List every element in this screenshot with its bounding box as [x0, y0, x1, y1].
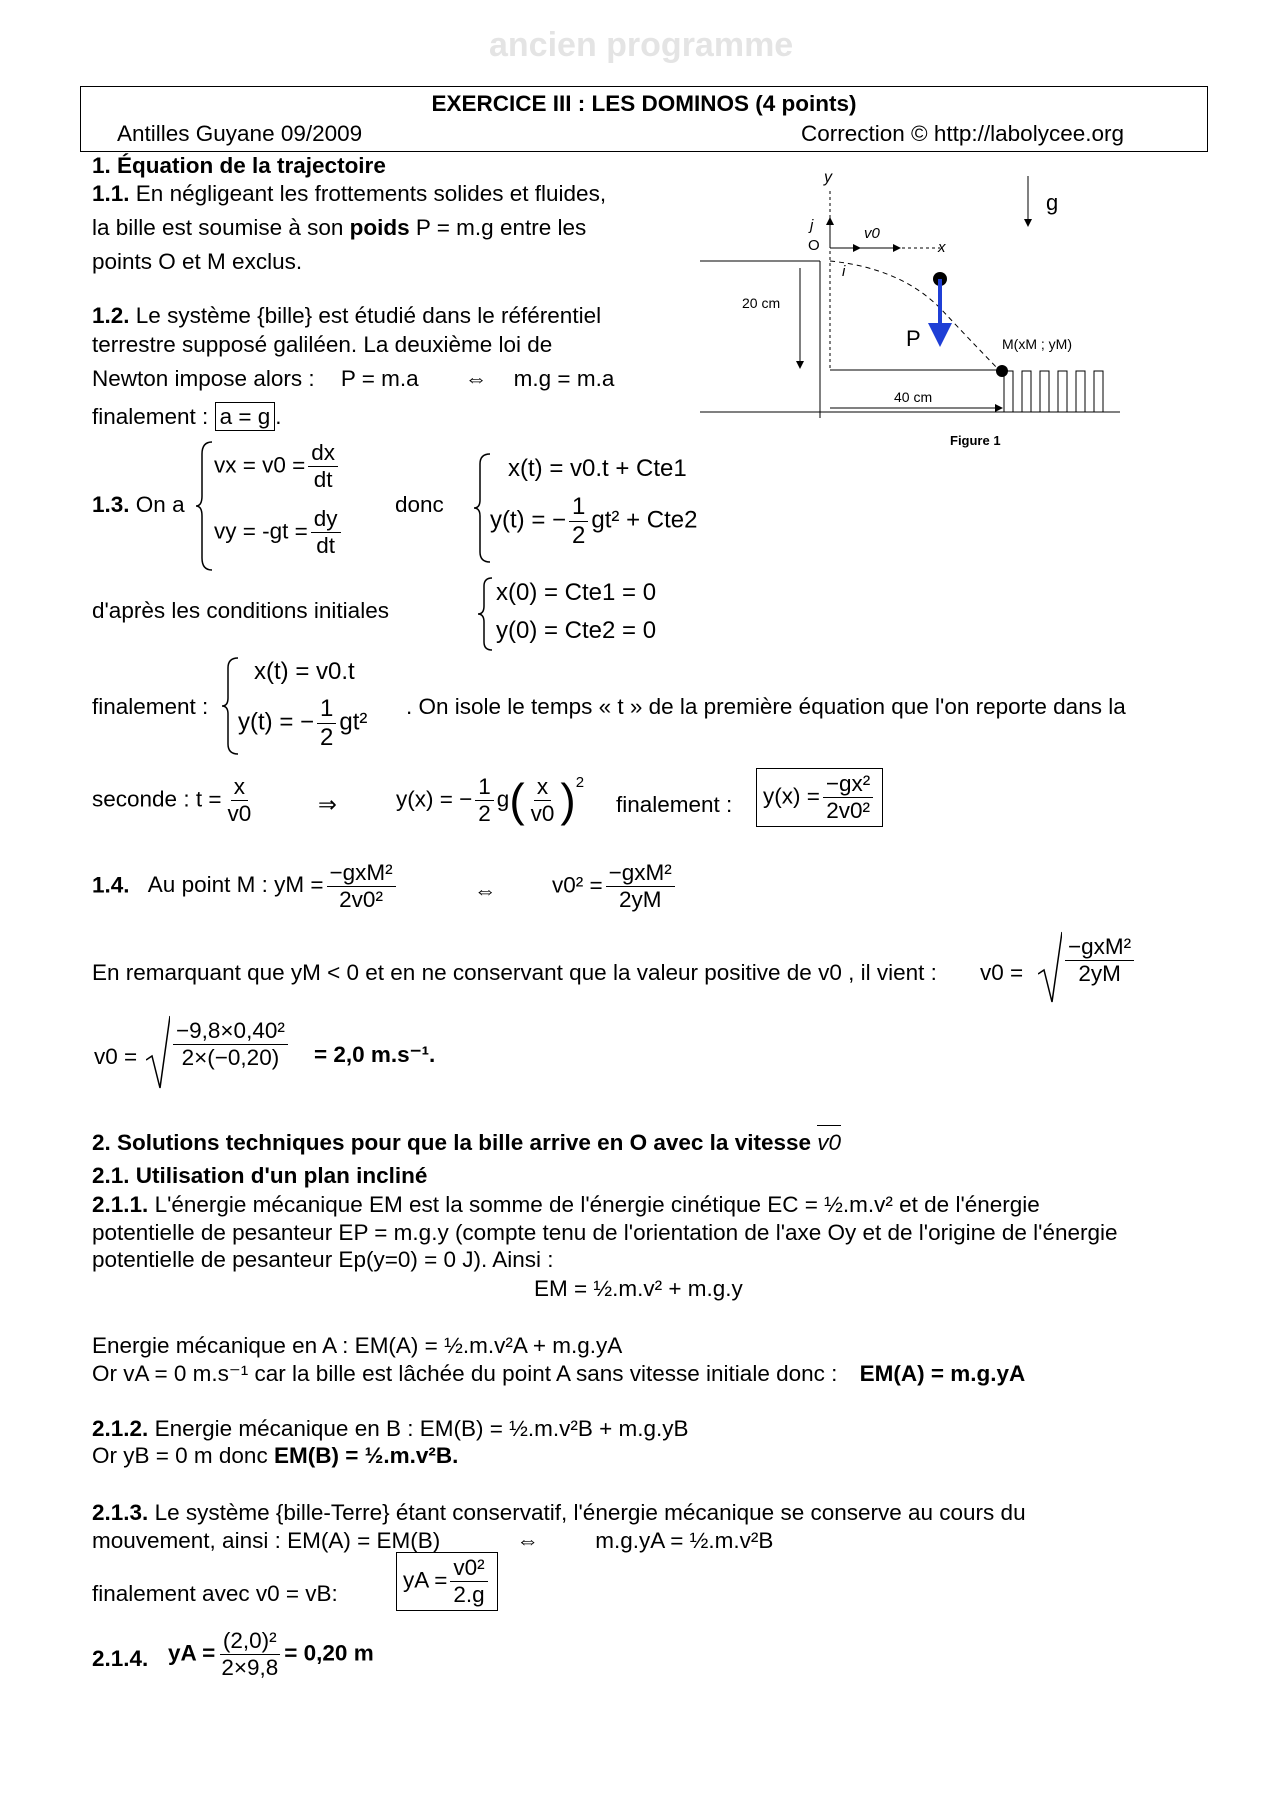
para-2-1-3-line1: 2.1.3. Le système {bille-Terre} étant conservatif, l'énergie mécanique se conserve au cours du	[92, 1500, 1026, 1525]
i-label: i	[842, 263, 846, 280]
em-b-line: 2.1.2. Energie mécanique en B : EM(B) = ½.m.v²B + m.g.yB	[92, 1416, 689, 1441]
para-2-1-1-line2: potentielle de pesanteur EP = m.g.y (compte tenu de l'orientation de l'axe Oy et de l'origine de l'énergie	[92, 1220, 1118, 1245]
v0sq-equation: v0² = $\frac{\text{−gxM²}}{2yM}$	[552, 860, 678, 913]
va-line: Or vA = 0 m.s⁻¹ car la bille est lâchée du point A sans vitesse initiale donc : EM(A) = m.g.yA	[92, 1361, 1026, 1386]
ya-calc: yA = $\frac{\text{(2,0)²}}{2\times 9,8}$ = 0,20 m	[168, 1628, 374, 1680]
x0-condition: x(0) = Cte1 = 0	[496, 579, 657, 606]
sqrt-calc-sign	[146, 1014, 170, 1090]
trajectory-curve	[830, 261, 1000, 371]
ci-brace	[478, 576, 494, 652]
sqrt-sign	[1038, 930, 1062, 1004]
figure-1	[700, 168, 1160, 458]
para-1-3-label: 1.3. On a	[92, 492, 185, 517]
y-axis-label: y	[824, 169, 832, 186]
newton-result: finalement : a = g .	[92, 404, 282, 429]
final-eq-label: finalement :	[92, 694, 209, 719]
para-1-2-line1: 1.2. Le système {bille} est étudié dans le référentiel	[92, 303, 602, 328]
para-2-1-1-line3: potentielle de pesanteur Ep(y=0) = 0 J). Ainsi :	[92, 1247, 554, 1272]
j-label: j	[810, 217, 814, 234]
point-m-equation: 1.4. Au point M : yM = $\frac{\text{−gxM²}}{\text{2v0²}}$	[92, 860, 399, 913]
para-1-1-line1: 1.1. En négligeant les frottements solides et fluides,	[92, 181, 607, 206]
isole-text: . On isole le temps « t » de la première équation que l'on reporte dans la	[406, 694, 1126, 719]
vx-equation: vx = v0 = $\frac{dx}{dt}$	[214, 440, 341, 493]
iff-symbol: ⇔	[474, 878, 497, 903]
para-1-1-line3: points O et M exclus.	[92, 249, 303, 274]
x-axis-label: x	[938, 239, 946, 256]
trajectory-result: y(x) = $\frac{\text{−gx²}}{\text{2v0²}}$	[756, 768, 883, 827]
final-with-v0: finalement avec v0 = vB:	[92, 1581, 338, 1606]
t-expression: seconde : t = $\frac{x}{v0}$	[92, 774, 252, 826]
initial-conditions-label: d'après les conditions initiales	[92, 598, 389, 623]
point-m-label: M(xM ; yM)	[1002, 336, 1072, 352]
v0-label: v0 =	[980, 960, 1024, 985]
para-1-2-line2: terrestre supposé galiléen. La deuxième loi de	[92, 332, 553, 357]
credit: Correction © http://labolycee.org	[801, 121, 1124, 146]
y0-condition: y(0) = Cte2 = 0	[496, 617, 657, 644]
exam-source: Antilles Guyane 09/2009	[117, 121, 363, 146]
para-1-2-line3: Newton impose alors : P = m.a ⇔ m.g = m.a	[92, 366, 615, 391]
dominos	[1004, 371, 1103, 412]
distance-label: 40 cm	[894, 389, 933, 405]
gravity-label: g	[1046, 190, 1059, 215]
v0-calc-label: v0 =	[94, 1044, 138, 1069]
yx-substitution: y(x) = − $\frac{1}{2}$ g( $\frac{x}{v0}$ )$^2$	[396, 774, 585, 826]
section-1-title: 1. Équation de la trajectoire	[92, 153, 386, 178]
subsection-2-1: 2.1. Utilisation d'un plan incliné	[92, 1163, 428, 1188]
watermark: ancien programme	[489, 26, 794, 64]
para-2-1-4-label: 2.1.4.	[92, 1646, 149, 1671]
v0-radicand: $\frac{\text{−gxM²}}{2yM}$	[1062, 934, 1137, 987]
velocity-brace	[196, 440, 214, 572]
em-equation: EM = ½.m.v² + m.g.y	[534, 1276, 743, 1301]
final-label-3: finalement :	[616, 792, 733, 817]
v0-calc: $\frac{\text{−9,8×0,40²}}{2\times(-0,20)}$	[170, 1018, 291, 1071]
header-box	[80, 86, 1208, 152]
figure-caption: Figure 1	[950, 433, 1001, 448]
implies-symbol: ⇒	[318, 792, 337, 817]
em-a-line: Energie mécanique en A : EM(A) = ½.m.v²A + m.g.yA	[92, 1333, 623, 1358]
remark-text: En remarquant que yM < 0 et en ne conservant que la valeur positive de v0 , il vient :	[92, 960, 937, 985]
yt-final: y(t) = − $\frac{1}{2}$ gt²	[238, 695, 368, 751]
origin-label: O	[808, 237, 820, 254]
yt-equation: y(t) = − $\frac{1}{2}$ gt² + Cte2	[490, 493, 698, 549]
para-2-1-3-line2: mouvement, ainsi : EM(A) = EM(B) ⇔ m.g.yA = ½.m.v²B	[92, 1528, 774, 1553]
donc-word: donc	[395, 492, 444, 517]
xt-equation: x(t) = v0.t + Cte1	[508, 455, 687, 482]
weight-label: P	[906, 326, 921, 351]
section-2-title: 2. Solutions techniques pour que la bille arrive en O avec la vitesse v0	[92, 1130, 841, 1156]
para-1-1-line2: la bille est soumise à son poids P = m.g entre les	[92, 215, 587, 240]
exercise-title: EXERCICE III : LES DOMINOS (4 points)	[431, 91, 857, 116]
v0-label: v0	[864, 225, 880, 242]
ya-formula: yA = $\frac{\text{v0²}}{2.g}$	[396, 1552, 498, 1611]
para-2-1-1-line1: 2.1.1. L'énergie mécanique EM est la somme de l'énergie cinétique EC = ½.m.v² et de l'énergie	[92, 1192, 1040, 1217]
xt-final: x(t) = v0.t	[254, 658, 355, 685]
vy-equation: vy = -gt = $\frac{dy}{dt}$	[214, 506, 344, 559]
v0-result: = 2,0 m.s⁻¹.	[314, 1042, 436, 1067]
height-label: 20 cm	[742, 295, 781, 311]
yb-line: Or yB = 0 m donc EM(B) = ½.m.v²B.	[92, 1443, 459, 1468]
